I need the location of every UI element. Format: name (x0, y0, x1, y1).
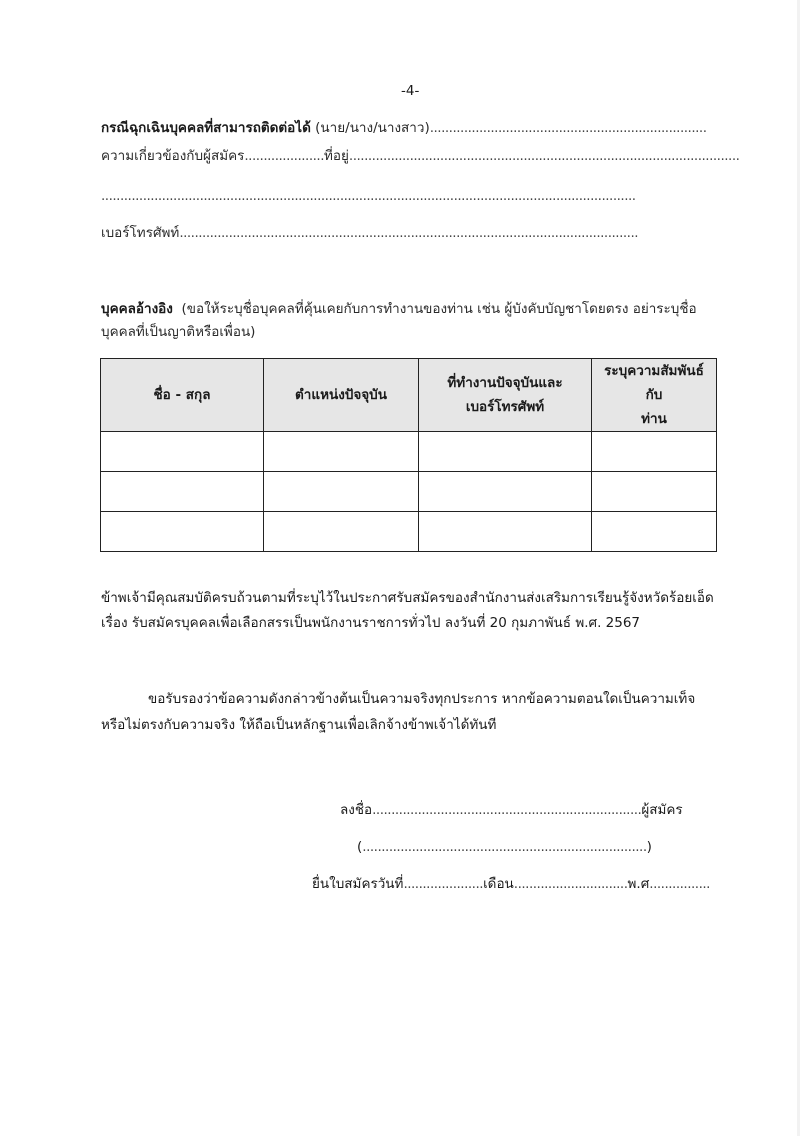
table-cell[interactable] (101, 432, 264, 472)
relation-field[interactable]: ..................... (244, 148, 324, 164)
column-header-position: ตำแหน่งปัจจุบัน (264, 359, 419, 432)
table-cell[interactable] (592, 432, 717, 472)
qualification-line1: ข้าพเจ้ามีคุณสมบัติครบถ้วนตามที่ระบุไว้ในประกาศรับสมัครของสำนักงานส่งเสริมการเรียนรู้จังหวัดร้อยเอ็ด (101, 590, 714, 606)
address-continuation-field[interactable]: ............................................................................................................................................. (101, 188, 636, 204)
printed-name-line (357, 838, 652, 856)
table-cell[interactable] (264, 472, 419, 512)
table-cell[interactable] (419, 472, 592, 512)
open-paren: ( (357, 839, 363, 855)
column-header-relationship: ระบุความสัมพันธ์กับ ท่าน (592, 359, 717, 432)
reference-heading: บุคคลอ้างอิง (101, 301, 173, 317)
reference-table-header (101, 359, 717, 432)
certification-line2: หรือไม่ตรงกับความจริง ให้ถือเป็นหลักฐานเพื่อเลิกจ้างข้าพเจ้าได้ทันที (101, 717, 497, 733)
table-cell[interactable] (592, 512, 717, 552)
signature-line (340, 801, 683, 819)
printed-name-field[interactable]: ........................................................................... (362, 839, 647, 855)
qualification-line2: เรื่อง รับสมัครบุคคลเพื่อเลือกสรรเป็นพนักงานราชการทั่วไป ลงวันที่ 20 กุมภาพันธ์ พ.ศ. 2567 (101, 615, 641, 631)
phone-label: เบอร์โทรศัพท์ (101, 225, 180, 241)
phone-field[interactable]: ......................................................................................................................... (179, 225, 639, 241)
address-label: ที่อยู่ (324, 148, 349, 164)
table-cell[interactable] (419, 512, 592, 552)
month-label: เดือน (483, 876, 514, 892)
close-paren: ) (646, 839, 652, 855)
applicant-label: ผู้สมัคร (641, 802, 683, 818)
reference-heading-line (101, 300, 697, 318)
address-field[interactable]: ....................................................................................................... (348, 148, 740, 164)
table-cell[interactable] (101, 512, 264, 552)
emergency-heading: กรณีฉุกเฉินบุคคลที่สามารถติดต่อได้ (101, 120, 311, 136)
emergency-contact-line (101, 119, 706, 137)
table-row (101, 472, 717, 512)
relation-label: ความเกี่ยวข้องกับผู้สมัคร (101, 148, 245, 164)
certification-line1: ขอรับรองว่าข้อความดังกล่าวข้างต้นเป็นความจริงทุกประการ หากข้อความตอนใดเป็นความเท็จ (148, 691, 696, 707)
emergency-name-field[interactable]: ......................................................................... (429, 120, 707, 136)
column-header-name: ชื่อ - สกุล (101, 359, 264, 432)
table-row (101, 512, 717, 552)
sign-label: ลงชื่อ (340, 802, 373, 818)
reference-note-line1: (ขอให้ระบุชื่อบุคคลที่คุ้นเคยกับการทำงานของท่าน เช่น ผู้บังคับบัญชาโดยตรง อย่าระบุชื่อ (181, 301, 697, 317)
table-cell[interactable] (101, 472, 264, 512)
table-cell[interactable] (419, 432, 592, 472)
table-cell[interactable] (264, 512, 419, 552)
column-header-workplace: ที่ทำงานปัจจุบันและ เบอร์โทรศัพท์ (419, 359, 592, 432)
submission-date-line (312, 875, 710, 893)
year-field[interactable]: ................ (649, 876, 710, 892)
reference-table (100, 358, 717, 552)
relation-address-line (101, 147, 739, 165)
submit-date-label: ยื่นใบสมัครวันที่ (312, 876, 404, 892)
page-number: -4- (401, 83, 420, 99)
signature-field[interactable]: ....................................................................... (372, 802, 642, 818)
table-row (101, 432, 717, 472)
year-label: พ.ศ (627, 876, 650, 892)
reference-note-line2: บุคคลที่เป็นญาติหรือเพื่อน) (101, 324, 256, 340)
day-field[interactable]: ..................... (403, 876, 484, 892)
month-field[interactable]: .............................. (513, 876, 628, 892)
title-hint: (นาย/นาง/นางสาว) (315, 120, 430, 136)
table-cell[interactable] (592, 472, 717, 512)
table-cell[interactable] (264, 432, 419, 472)
phone-line (101, 224, 638, 242)
